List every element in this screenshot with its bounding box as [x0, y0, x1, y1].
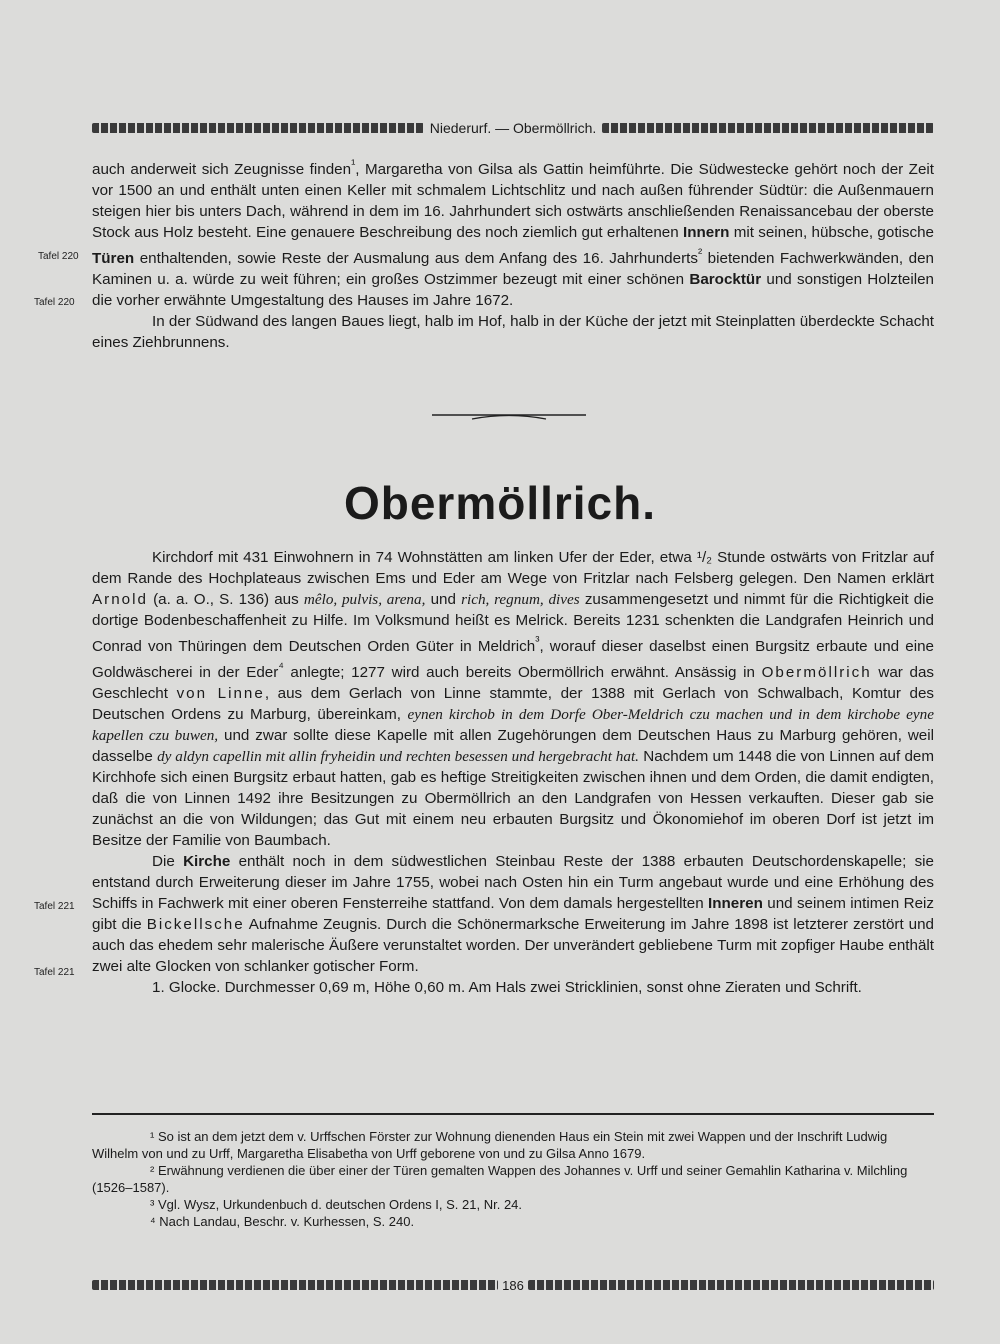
- header-ornament-left: [92, 123, 424, 133]
- footnote: ² Erwähnung verdienen die über einer der Türen gemalten Wappen des Johannes v. Urff und seiner Gemahlin Katharina v. Milchling (1526–1587).: [92, 1163, 908, 1195]
- paragraph: Kirchdorf mit 431 Einwohnern in 74 Wohnstätten am linken Ufer der Eder, etwa ¹/₂ Stunde ostwärts von Fritzlar auf dem Rande des Hochplateaus zwischen Ems und Eder am Wege von Fritzlar nach Felsberg gelegen. Den Namen erklärt Arnold (a. a. O., S. 136) aus mêlo, pulvis, arena, und rich, regnum, dives zusammengesetzt und nimmt für die Richtigkeit die dortige Bodenbeschaffenheit zu Hilfe. Im Volksmund heißt es Melrick. Bereits 1231 schenkten die Landgrafen Heinrich und Conrad von Thüringen dem Deutschen Orden Güter in Meldrich$^{^3}$, worauf dieser daselbst einen Burgsitz erbaute und eine Goldwäscherei in der Eder$^{^4}$ anlegte; 1277 wird auch bereits Obermöllrich erwähnt. Ansässig in Obermöllrich war das Geschlecht von Linne, aus dem Gerlach von Linne stammte, der 1388 mit Gerlach von Schwalbach, Komtur des Deutschen Ordens zu Marburg, übereinkam, eynen kirchob in dem Dorfe Ober-Meldrich czu machen und in dem kirchobe eyne kapellen czu buwen, und zwar sollte diese Kapelle mit allen Zugehörungen dem Deutschen Haus zu Marburg gehören, weil dasselbe dy aldyn capellin mit allin fryheidin und rechten besessen und hergebracht hat. Nachdem um 1448 die von Linnen auf dem Kirchhofe sich einen Burgsitz erbaut hatten, gab es heftige Streitigkeiten zwischen ihnen und dem Orden, die damit endigten, daß die von Linnen 1492 ihre Besitzungen zu Obermöllrich an den Landgrafen von Hessen verkauften. Dieser gab sie zunächst an die von Wildungen; das Gut mit einem neu erbauten Burgsitz und Ökonomiehof im oberen Dorf ist jetzt im Besitze der Familie von Baumbach.: [92, 549, 935, 850]
- margin-note: Tafel 221: [34, 901, 75, 912]
- section-title: Obermöllrich.: [343, 477, 657, 529]
- section-niederurf-text: [92, 154, 934, 353]
- footnote-ref: ²: [697, 246, 703, 261]
- footnote-rule: [92, 1113, 934, 1115]
- section-divider: [432, 410, 586, 424]
- paragraph: 1. Glocke. Durchmesser 0,69 m, Höhe 0,60 m. Am Hals zwei Stricklinien, sonst ohne Zieraten und Schrift.: [152, 979, 862, 997]
- running-title: Niederurf. — Obermöllrich.: [429, 120, 597, 136]
- running-header: [92, 118, 934, 138]
- footer-ornament-right: [528, 1280, 934, 1290]
- footnotes: [92, 1128, 934, 1230]
- page-number: 186: [502, 1277, 524, 1293]
- section-obermoellrich-text: [92, 547, 934, 998]
- paragraph: In der Südwand des langen Baues liegt, halb im Hof, halb in der Küche der jetzt mit Steinplatten überdeckte Schacht eines Ziehbrunnens.: [92, 313, 934, 352]
- footnote-ref: ¹: [351, 157, 356, 171]
- header-ornament-right: [602, 123, 934, 133]
- fraction: ¹/₂: [696, 549, 713, 566]
- footer-ornament-left: [92, 1280, 498, 1290]
- margin-note: Tafel 221: [34, 967, 75, 978]
- footnote-ref: ⁴: [278, 660, 284, 675]
- page-footer: [92, 1276, 934, 1294]
- margin-note: Tafel 220: [34, 297, 75, 308]
- paragraph: auch anderweit sich Zeugnisse finden$^{^1}$, Margaretha von Gilsa als Gattin heimführte. Die Südwestecke gehört noch der Zeit vor 1500 an und enthält unten einen Keller mit schmalem Lichtschlitz und nach außen führender Südtür: die Außenmauern steigen hier bis unters Dach, während in dem im 16. Jahrhundert sich ostwärts anschließenden Renaissancebau der oberste Stock aus Holz besteht. Eine genauere Beschreibung des noch ziemlich gut erhaltenen Innern mit seinen, hübsche, gotische Türen enthaltenden, sowie Reste der Ausmalung aus dem Anfang des 16. Jahrhunderts$^{^2}$ bietenden Fachwerkwänden, den Kaminen u. a. würde zu weit führen; ein großes Ostzimmer bezeugt mit einer schönen Barocktür und sonstigen Holzteilen die vorher erwähnte Umgestaltung des Hauses im Jahre 1672.: [92, 157, 935, 310]
- footnote: ¹ So ist an dem jetzt dem v. Urffschen Förster zur Wohnung dienenden Haus ein Stein mit zwei Wappen und der Inschrift Ludwig Wilhelm von und zu Urff, Margaretha Elisabetha von Urff geborene von und zu Gilsa Anno 1679.: [92, 1129, 888, 1161]
- paragraph: Die Kirche enthält noch in dem südwestlichen Steinbau Reste der 1388 erbauten Deutschordenskapelle; sie entstand durch Erweiterung dieser im Jahre 1755, wobei nach Osten hin ein Turm angebaut wurde und eine Erhöhung des Schiffs in Fachwerk mit einer oberen Fensterreihe stattfand. Von dem damals hergestellten Inneren und seinem intimen Reiz gibt die Bickellsche Aufnahme Zeugnis. Durch die Schönermarksche Erweiterung im Jahre 1898 ist letzterer zerstört und auch das ehedem sehr malerische Äußere verunstaltet worden. Der unverändert gebliebene Turm mit zopfiger Haube enthält zwei alte Glocken von schlanker gotischer Form.: [92, 853, 935, 976]
- footnote-ref: ³: [535, 634, 540, 648]
- footnote: ⁴ Nach Landau, Beschr. v. Kurhessen, S. 240.: [150, 1214, 415, 1229]
- footnote: ³ Vgl. Wysz, Urkundenbuch d. deutschen Ordens I, S. 21, Nr. 24.: [150, 1197, 523, 1212]
- margin-note: Tafel 220: [38, 251, 79, 262]
